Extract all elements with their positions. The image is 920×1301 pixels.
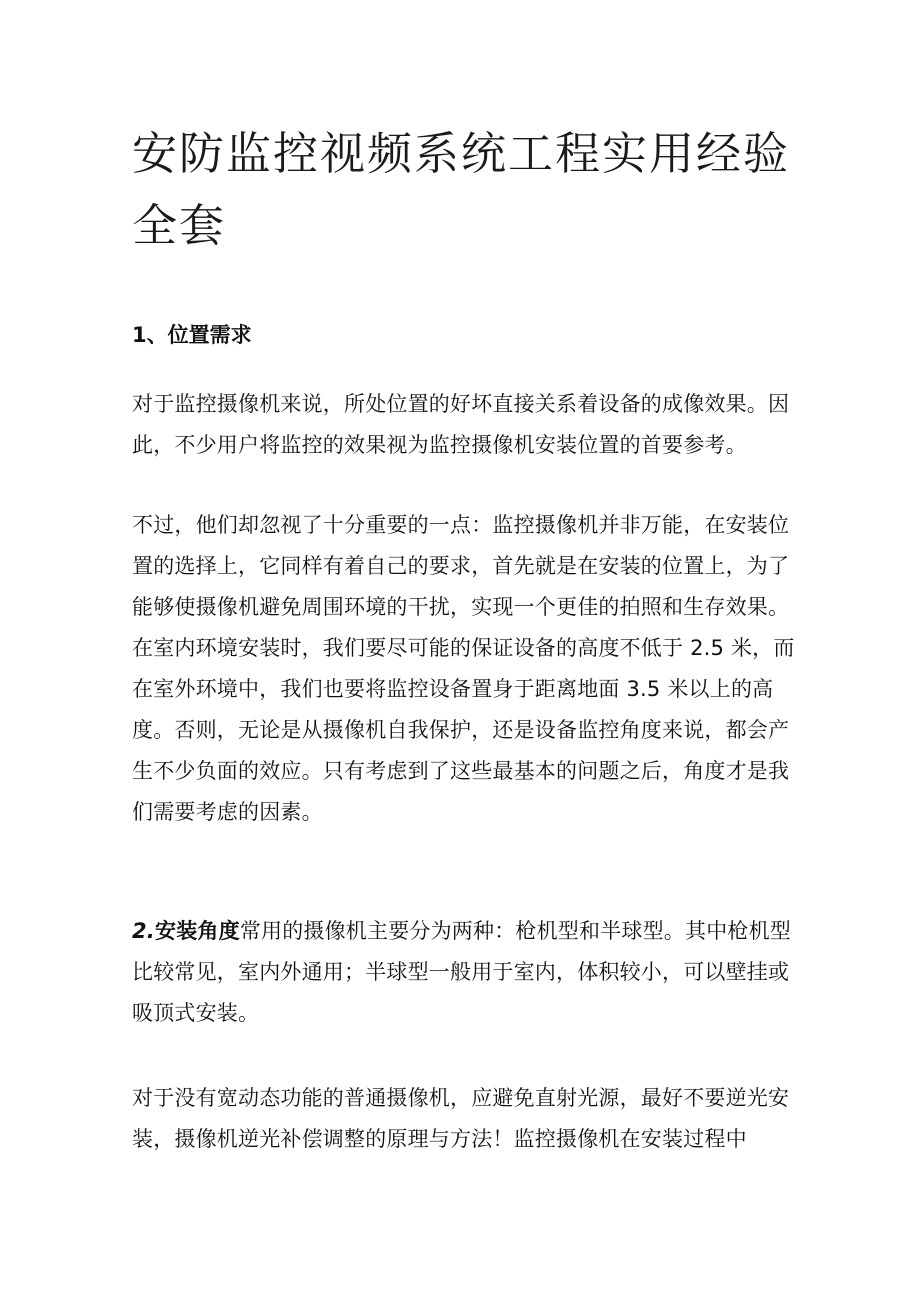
paragraph-1: 对于监控摄像机来说，所处位置的好坏直接关系着设备的成像效果。因此，不少用户将监控的效果视为监控摄像机安装位置的首要参考。 — [132, 392, 790, 457]
section-heading-angle: 安装角度 — [155, 919, 240, 943]
section-number-2: 2. — [132, 919, 155, 943]
paragraph-4: 对于没有宽动态功能的普通摄像机，应避免直射光源，最好不要逆光安装，摄像机逆光补偿调整的原理与方法！监控摄像机在安装过程中 — [132, 1086, 790, 1151]
section-heading-position: 1、位置需求 — [132, 323, 252, 347]
paragraph-3 — [132, 911, 797, 1034]
paragraph-2: 不过，他们却忽视了十分重要的一点：监控摄像机并非万能，在安装位置的选择上，它同样有着自己的要求，首先就是在安装的位置上，为了能够使摄像机避免周围环境的干扰，实现一个更佳的拍照和生存效果。在室内环境安装时，我们要尽可能的保证设备的高度不低于 2.5 米，而在室外环境中，我们也要将监控设备置身于距离地面 3.5 米以上的高度。否则，无论是从摄像机自我保护，还是设备监控角度来说，都会产生不少负面的效应。只有考虑到了这些最基本的问题之后，角度才是我们需要考虑的因素。 — [132, 513, 795, 824]
document-title: 安防监控视频系统工程实用经验全套 — [132, 127, 791, 252]
paragraph-3-text: 常用的摄像机主要分为两种：枪机型和半球型。其中枪机型比较常见，室内外通用；半球型一般用于室内，体积较小，可以壁挂或吸顶式安装。 — [132, 919, 792, 1025]
